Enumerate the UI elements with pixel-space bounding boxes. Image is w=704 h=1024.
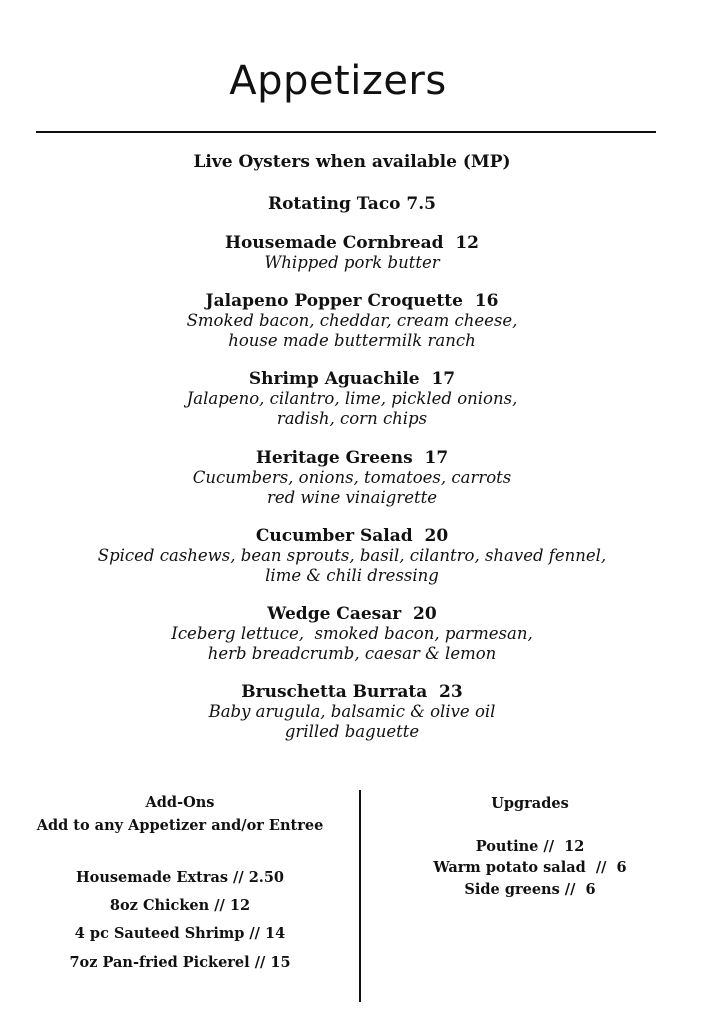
menu-item xyxy=(0,233,704,273)
addons-heading: Add-Ons xyxy=(145,794,215,811)
menu-item-description: lime & chili dressing xyxy=(265,566,439,585)
menu-item-description: Spiced cashews, bean sprouts, basil, cilantro, shaved fennel, xyxy=(97,546,607,565)
menu-item-description: house made buttermilk ranch xyxy=(228,331,476,350)
menu-item-description: Whipped pork butter xyxy=(264,253,440,272)
menu-item-name: Wedge Caesar 20 xyxy=(267,604,437,624)
menu-item-description: Cucumbers, onions, tomatoes, carrots xyxy=(192,468,512,487)
menu-item-name: Cucumber Salad 20 xyxy=(255,526,449,546)
menu-item-description: grilled baguette xyxy=(284,722,420,741)
addons-subheading: Add to any Appetizer and/or Entree xyxy=(36,817,324,834)
menu-item-description: Smoked bacon, cheddar, cream cheese, xyxy=(186,311,518,330)
menu-item-name: Shrimp Aguachile 17 xyxy=(248,369,456,389)
addon-item: 8oz Chicken // 12 xyxy=(109,897,251,914)
menu-item xyxy=(0,604,704,664)
menu-item xyxy=(0,152,704,172)
menu-item-description: herb breadcrumb, caesar & lemon xyxy=(207,644,497,663)
menu-item-description: Iceberg lettuce, smoked bacon, parmesan, xyxy=(171,624,533,643)
menu-item xyxy=(0,194,704,214)
upgrades-heading: Upgrades xyxy=(491,795,569,812)
menu-item-description: red wine vinaigrette xyxy=(266,488,438,507)
menu-item-name: Heritage Greens 17 xyxy=(255,448,449,468)
upgrade-item: Side greens // 6 xyxy=(464,881,596,898)
addon-item: Housemade Extras // 2.50 xyxy=(75,869,285,886)
page-title: Appetizers xyxy=(229,58,447,104)
menu-item xyxy=(0,369,704,429)
menu-item-description: Jalapeno, cilantro, lime, pickled onions, xyxy=(186,389,518,408)
menu-item-name: Rotating Taco 7.5 xyxy=(267,194,437,214)
addon-item: 7oz Pan-fried Pickerel // 15 xyxy=(69,954,291,971)
menu-item xyxy=(0,448,704,508)
menu-item xyxy=(0,526,704,586)
upgrade-item: Warm potato salad // 6 xyxy=(433,859,627,876)
menu-item xyxy=(0,682,704,742)
upgrade-item: Poutine // 12 xyxy=(475,838,585,855)
menu-item-name: Bruschetta Burrata 23 xyxy=(241,682,463,702)
menu-item-name: Housemade Cornbread 12 xyxy=(224,233,479,253)
menu-item-name: Jalapeno Popper Croquette 16 xyxy=(205,291,499,311)
menu-item-name: Live Oysters when available (MP) xyxy=(193,152,511,172)
title-divider xyxy=(36,131,656,133)
addon-item: 4 pc Sauteed Shrimp // 14 xyxy=(74,925,286,942)
menu-item-description: Baby arugula, balsamic & olive oil xyxy=(208,702,496,721)
menu-item xyxy=(0,291,704,351)
menu-item-description: radish, corn chips xyxy=(276,409,428,428)
